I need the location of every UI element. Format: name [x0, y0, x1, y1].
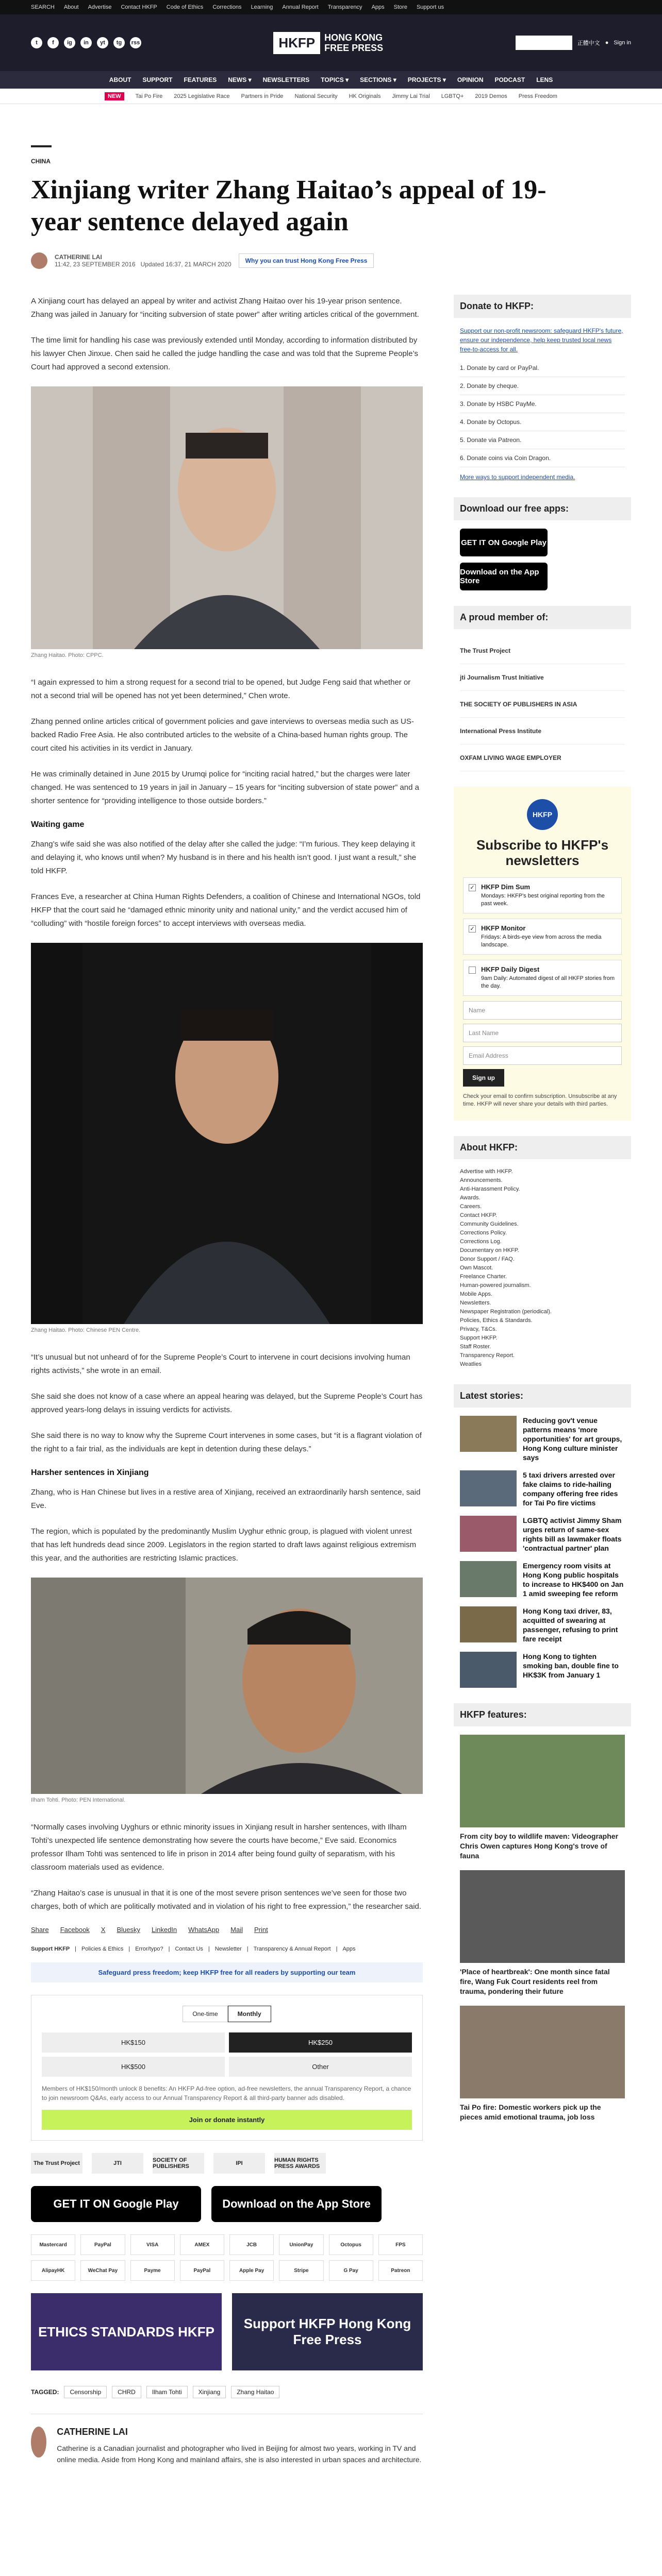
updated-date: Updated 16:37, 21 MARCH 2020 [140, 261, 231, 268]
badge-logo[interactable]: SOCIETY OF PUBLISHERS [153, 2153, 204, 2174]
latest-story[interactable] [460, 1516, 625, 1553]
donate-more-link[interactable]: More ways to support independent media. [460, 473, 575, 481]
payment-icon: VISA [130, 2234, 175, 2255]
amount-options [42, 2032, 412, 2077]
feature-title[interactable]: 'Place of heartbreak': One month since fatal fire, Wang Fuk Court residents reel from trauma, pondering their future [460, 1968, 610, 1995]
photo-caption: Zhang Haitao. Photo: CPPC. [31, 652, 104, 658]
topbar-link[interactable]: Contact HKFP [121, 4, 157, 10]
donate-option[interactable]: 6. Donate coins via Coin Dragon. [460, 449, 625, 467]
badge-logo[interactable]: The Trust Project [31, 2153, 82, 2174]
share-bluesky[interactable]: Bluesky [117, 1926, 140, 1934]
app-store-button[interactable]: Download on the App Store [211, 2186, 382, 2222]
social-icon[interactable]: rss [130, 37, 141, 48]
tag-item[interactable]: Censorship [64, 2386, 107, 2398]
payment-icon: AlipayHK [31, 2260, 75, 2281]
story-thumbnail[interactable] [460, 1516, 517, 1552]
payment-icon: AMEX [180, 2234, 224, 2255]
about-widget [454, 1136, 631, 1369]
badge-logo[interactable]: IPI [213, 2153, 265, 2174]
paragraph: Zhang, who is Han Chinese but lives in a restive area of Xinjiang, received an extraordinarily harsh sentence, said Eve. [31, 1488, 421, 1510]
social-icon[interactable]: t [31, 37, 42, 48]
topbar-link[interactable]: Advertise [88, 4, 112, 10]
pledge-description: Members of HK$150/month unlock 8 benefits: An HKFP Ad-free option, ad-free newsletters, the annual Transparency Report, a chance to join newsroom Q&As, early access to our Annual Transparency Report & all third-party banner ads disabled. [42, 2085, 411, 2102]
frequency-toggle [42, 2006, 412, 2022]
sidebar-title: A proud member of: [454, 606, 631, 629]
payment-icon: PayPal [80, 2234, 125, 2255]
about-list [454, 1167, 631, 1369]
tag-item[interactable]: Xinjiang [193, 2386, 226, 2398]
portrait-illustration [31, 1578, 423, 1794]
promo-banners [31, 2293, 423, 2370]
badge-logo[interactable]: HUMAN RIGHTS PRESS AWARDS [274, 2153, 326, 2174]
member-widget [454, 606, 631, 771]
donate-option[interactable]: 4. Donate by Octopus. [460, 413, 625, 431]
paragraph: A Xinjiang court has delayed an appeal by writer and activist Zhang Haitao over his 19-year prison sentence. Zhang was jailed in January for “inciting subversion of state power” after writing articles critical of the government. [31, 297, 419, 319]
affiliation-badges [31, 2153, 423, 2174]
latest-widget [454, 1384, 631, 1688]
portrait-illustration [31, 386, 423, 649]
member-logo[interactable]: jti Journalism Trust Initiative [460, 664, 625, 691]
latest-story[interactable] [460, 1652, 625, 1688]
about-link[interactable]: Newspaper Registration (periodical). [460, 1309, 552, 1315]
topbar-link[interactable]: SEARCH [31, 4, 55, 10]
promo-support[interactable]: Support HKFP Hong Kong Free Press [232, 2293, 423, 2370]
trending-item[interactable]: Jimmy Lai Trial [392, 93, 430, 99]
section-heading: Waiting game [31, 820, 85, 829]
share-label: Share [31, 1926, 49, 1934]
amount-option[interactable]: Other [229, 2057, 412, 2077]
author-avatar[interactable] [31, 2427, 46, 2458]
about-link[interactable]: Advertise with HKFP. [460, 1168, 513, 1175]
story-title[interactable]: 5 taxi drivers arrested over fake claims to ride-hailing company offering free rides for Tai Po fire victims [523, 1471, 618, 1507]
nav-item[interactable]: PODCAST [494, 76, 525, 83]
newsletter-note: Check your email to confirm subscription. Unsubscribe at any time. HKFP will never share your details with third parties. [463, 1093, 617, 1107]
author-avatar[interactable] [31, 252, 47, 269]
newsletter-option-title: HKFP Daily Digest [481, 965, 540, 973]
article-photo-zhang-2 [31, 943, 423, 1324]
about-link[interactable]: Transparency Report. [460, 1352, 515, 1359]
topbar-link[interactable]: About [63, 4, 79, 10]
topbar-link[interactable]: Learning [251, 4, 273, 10]
about-link[interactable]: Newsletters. [460, 1300, 491, 1306]
story-title[interactable]: Emergency room visits at Hong Kong public hospitals to increase to HK$400 on Jan 1 amid sweeping fee reform [523, 1562, 624, 1598]
social-links [31, 37, 141, 48]
paragraph: The time limit for handling his case was previously extended until Monday, according to information distributed by his lawyer Chen Jinxue. Chen said he called the judge handling the case and was told that the Supreme People’s Court had approved a second extension. [31, 336, 419, 371]
donate-option[interactable]: 2. Donate by cheque. [460, 377, 625, 395]
newsletter-widget [454, 787, 631, 1121]
tag-item[interactable]: Zhang Haitao [231, 2386, 279, 2398]
frequency-one-time[interactable]: One-time [183, 2006, 227, 2022]
story-thumbnail[interactable] [460, 1416, 517, 1452]
story-thumbnail[interactable] [460, 1652, 517, 1688]
payment-icon: Apple Pay [229, 2260, 274, 2281]
newsletter-option[interactable] [463, 919, 622, 955]
member-logo[interactable]: THE SOCIETY OF PUBLISHERS IN ASIA [460, 691, 625, 718]
topbar-link[interactable]: Code of Ethics [166, 4, 204, 10]
paragraph: “It’s unusual but not unheard of for the Supreme People’s Court to intervene in court decisions involving human rights activists,” she wrote in an email. [31, 1353, 410, 1375]
newsletter-option-desc: 9am Daily: Automated digest of all HKFP stories from the day. [481, 975, 615, 989]
payment-methods [31, 2234, 423, 2281]
about-link[interactable]: Weatlies [460, 1361, 482, 1367]
paragraph: “Zhang Haitao’s case is unusual in that it is one of the most severe prison sentences we’ve seen for those two charges, both of which are politically motivated and in violation of his right to free expression,” the researcher said. [31, 1889, 422, 1911]
feature-story[interactable] [460, 1735, 625, 1861]
tag-item[interactable]: CHRD [112, 2386, 141, 2398]
donate-banner[interactable]: Safeguard press freedom; keep HKFP free for all readers by supporting our team [31, 1962, 423, 1982]
apps-widget [454, 497, 631, 590]
article-photo-ilham-tohti [31, 1578, 423, 1794]
share-bar [31, 1926, 423, 1934]
story-title[interactable]: Hong Kong to tighten smoking ban, double fine to HK$3K from January 1 [523, 1652, 619, 1679]
paragraph: “Normally cases involving Uyghurs or ethnic minority issues in Xinjiang result in harsher sentences, with Ilham Tohti’s unexpected life sentence demonstrating how severe the courts have become,” Eve said. Economics professor Ilham Tohti was sentenced to life in prison in 2014 after being found guilty of separatism, with his classroom materials used as evidence. [31, 1823, 407, 1872]
payment-icon: UnionPay [279, 2234, 323, 2255]
support-button[interactable]: SUPPORT HKFP [516, 36, 572, 50]
logo-mark: HKFP [273, 32, 320, 54]
nav-item[interactable]: SECTIONS ▾ [360, 76, 396, 83]
latest-story[interactable] [460, 1416, 625, 1462]
last-name-field[interactable]: Last Name [463, 1024, 622, 1042]
about-link[interactable]: Privacy, T&Cs. [460, 1326, 497, 1332]
about-link[interactable]: Documentary on HKFP. [460, 1247, 519, 1253]
about-link[interactable]: Staff Roster. [460, 1344, 491, 1350]
feature-title[interactable]: From city boy to wildlife maven: Videographer Chris Owen captures Hong Kong's trove of fauna [460, 1832, 619, 1860]
article-body [31, 295, 423, 2465]
site-logo[interactable] [273, 32, 383, 54]
topbar-link[interactable]: Transparency [327, 4, 362, 10]
trending-item[interactable]: Partners in Pride [241, 93, 284, 99]
social-icon[interactable]: ig [64, 37, 75, 48]
nav-item[interactable]: ABOUT [109, 76, 131, 83]
payment-icon: Patreon [378, 2260, 423, 2281]
about-link[interactable]: Own Mascot. [460, 1265, 493, 1271]
newsletter-option[interactable] [463, 877, 622, 913]
policy-link[interactable]: Transparency & Annual Report [253, 1946, 331, 1952]
feature-image[interactable] [460, 1735, 625, 1827]
newsletter-option-desc: Mondays: HKFP's best original reporting from the past week. [481, 893, 605, 907]
about-link[interactable]: Careers. [460, 1204, 482, 1210]
trending-item[interactable]: LGBTQ+ [441, 93, 464, 99]
logo-wordmark [324, 32, 383, 53]
amount-option[interactable]: HK$150 [42, 2032, 225, 2053]
payment-icon: Payme [130, 2260, 175, 2281]
app-download-buttons [31, 2186, 423, 2222]
topbar-link[interactable]: Annual Report [282, 4, 319, 10]
tags-label: TAGGED: [31, 2388, 59, 2396]
amount-option[interactable]: HK$250 [229, 2032, 412, 2053]
trending-item[interactable]: HK Originals [349, 93, 381, 99]
promo-ethics[interactable]: ETHICS STANDARDS HKFP [31, 2293, 222, 2370]
about-link[interactable]: Freelance Charter. [460, 1274, 507, 1280]
topbar-link[interactable]: Corrections [212, 4, 242, 10]
social-icon[interactable]: tg [113, 37, 125, 48]
first-name-field[interactable]: Name [463, 1001, 622, 1020]
sidebar-title: HKFP features: [454, 1703, 631, 1726]
policy-link[interactable]: Policies & Ethics [81, 1946, 124, 1952]
share-print[interactable]: Print [254, 1926, 268, 1934]
article-photo-zhang-1 [31, 386, 423, 649]
payment-icon: PayPal [180, 2260, 224, 2281]
feature-story[interactable] [460, 2006, 625, 2122]
byline-text [55, 253, 231, 268]
sidebar-title: Download our free apps: [454, 497, 631, 520]
feature-title[interactable]: Tai Po fire: Domestic workers pick up the pieces amid emotional trauma, job loss [460, 2103, 601, 2121]
tag-item[interactable]: Ilham Tohti [146, 2386, 188, 2398]
member-logo[interactable]: International Press Institute [460, 718, 625, 744]
masthead [0, 14, 662, 71]
photo-caption: Ilham Tohti. Photo: PEN International. [31, 1797, 126, 1803]
nav-item[interactable]: LENS [536, 76, 553, 83]
about-link[interactable]: Donor Support / FAQ. [460, 1256, 515, 1262]
trending-item[interactable]: National Security [294, 93, 338, 99]
topbar-link[interactable]: Store [393, 4, 407, 10]
topbar-link[interactable]: Support us [416, 4, 444, 10]
language-switch[interactable]: 正體中文 [577, 40, 600, 46]
article-headline: Xinjiang writer Zhang Haitao’s appeal of 19-year sentence delayed again [31, 175, 547, 236]
publish-date: 11:42, 23 SEPTEMBER 2016 [55, 261, 136, 268]
tag-list [31, 2386, 423, 2398]
latest-story[interactable] [460, 1606, 625, 1643]
policy-link[interactable]: Apps [342, 1946, 356, 1952]
badge-logo[interactable]: JTI [92, 2153, 143, 2174]
paragraph: She said she does not know of a case where an appeal hearing was delayed, but the Supreme People’s Court has approved years-long delays in issuing verdicts for activists. [31, 1392, 423, 1414]
payment-icon: FPS [378, 2234, 423, 2255]
about-link[interactable]: Community Guidelines. [460, 1221, 519, 1227]
google-play-button[interactable]: GET IT ON Google Play [31, 2186, 201, 2222]
newsletter-logo: HKFP [527, 799, 558, 830]
about-link[interactable]: Support HKFP. [460, 1335, 498, 1341]
policy-link[interactable]: Support HKFP [31, 1946, 70, 1952]
features-widget [454, 1703, 631, 2122]
byline [31, 252, 631, 269]
policy-link[interactable]: Contact Us [175, 1946, 203, 1952]
member-logo[interactable]: The Trust Project [460, 637, 625, 664]
payment-icon: Stripe [279, 2260, 323, 2281]
paragraph: He was criminally detained in June 2015 by Urumqi police for “inciting racial hatred,” but the charges were later changed. He was sentenced to 19 years in jail in January – 15 years for “inciting subversion of state power” and a shorter sentence for “providing intelligence to those outside borders.” [31, 770, 419, 805]
latest-story[interactable] [460, 1470, 625, 1507]
nav-item[interactable]: OPINION [457, 76, 484, 83]
share-facebook[interactable]: Facebook [60, 1926, 90, 1934]
paragraph: Zhang penned online articles critical of government policies and gave interviews to overseas media such as US-backed Radio Free Asia. He also contributed articles to the website of a China-based human rights group. The court cited his activities in its verdict in January. [31, 717, 414, 753]
amount-option[interactable]: HK$500 [42, 2057, 225, 2077]
signin-link[interactable]: Sign in [614, 40, 631, 46]
author-box-name[interactable]: CATHERINE LAI [57, 2427, 128, 2437]
checkbox[interactable]: ✓ [469, 925, 476, 933]
member-logo[interactable]: OXFAM LIVING WAGE EMPLOYER [460, 744, 625, 771]
about-link[interactable]: Contact HKFP. [460, 1212, 497, 1218]
story-thumbnail[interactable] [460, 1606, 517, 1642]
story-thumbnail[interactable] [460, 1561, 517, 1597]
policy-links: Support HKFP | Policies & Ethics | Error/typo? | Contact Us | Newsletter | Transparency & Annual Report | Apps [31, 1946, 356, 1952]
nav-item[interactable]: NEWSLETTERS [262, 76, 310, 83]
topbar-link[interactable]: Apps [371, 4, 385, 10]
author-bio: Catherine is a Canadian journalist and photographer who lived in Beijing for almost two years, working in TV and online media. Aside from Hong Kong and mainland affairs, she is also interested in urban spaces and architecture. [57, 2444, 422, 2464]
paragraph: She said there is no way to know why the Supreme Court intervenes in some cases, but “it is a flagrant violation of the right to a fair trial, as the individuals are kept in detention during these delays.” [31, 1431, 422, 1453]
payment-icon: JCB [229, 2234, 274, 2255]
sidebar [454, 295, 631, 2465]
payment-icon: G Pay [329, 2260, 373, 2281]
page-body [0, 295, 662, 2465]
trending-nav [0, 89, 662, 104]
user-icon[interactable]: ● [605, 40, 609, 46]
logo-line: FREE PRESS [324, 43, 384, 53]
paragraph: Frances Eve, a researcher at China Human Rights Defenders, a coalition of Chinese and International NGOs, told HKFP that the court said he “damaged ethnic minority unity and national unity,” and the verdict accused him of “colluding” with “hostile foreign forces” to accept interviews with overseas media. [31, 892, 421, 928]
about-link[interactable]: Policies, Ethics & Standards. [460, 1317, 533, 1324]
newsletter-option-title: HKFP Dim Sum [481, 883, 531, 891]
donate-intro-link[interactable]: Support our non-profit newsroom: safeguard HKFP's future, ensure our independence, help keep trusted local news free-to-access for all. [460, 327, 623, 353]
newsletter-option[interactable] [463, 960, 622, 996]
share-linkedin[interactable]: LinkedIn [152, 1926, 177, 1934]
social-icon[interactable]: in [80, 37, 92, 48]
donate-option[interactable]: 1. Donate by card or PayPal. [460, 359, 625, 377]
newsletter-option-desc: Fridays: A birds-eye view from across the media landscape. [481, 934, 602, 948]
new-badge: NEW [105, 92, 124, 100]
section-heading: Harsher sentences in Xinjiang [31, 1468, 149, 1477]
about-link[interactable]: Anti-Harassment Policy. [460, 1186, 520, 1192]
checkbox[interactable] [469, 967, 476, 974]
share-x[interactable]: X [101, 1926, 106, 1934]
about-link[interactable]: Corrections Policy. [460, 1230, 507, 1236]
portrait-illustration [82, 943, 371, 1324]
pledge-widget [31, 1995, 423, 2141]
top-utility-bar [0, 0, 662, 14]
about-link[interactable]: Human-powered journalism. [460, 1282, 531, 1289]
story-title[interactable]: LGBTQ activist Jimmy Sham urges return of same-sex rights bill as lawmaker floats 'contractual partner' plan [523, 1516, 622, 1552]
sidebar-title: Donate to HKFP: [454, 295, 631, 318]
google-play-button[interactable]: GET IT ON Google Play [460, 529, 548, 556]
email-field[interactable]: Email Address [463, 1046, 622, 1065]
nav-item[interactable]: SUPPORT [142, 76, 173, 83]
main-nav [0, 71, 662, 89]
newsletter-title: Subscribe to HKFP's newsletters [476, 837, 609, 868]
payment-icon: WeChat Pay [80, 2260, 125, 2281]
trending-item[interactable]: 2025 Legislative Race [174, 93, 230, 99]
checkbox[interactable]: ✓ [469, 884, 476, 891]
policy-link[interactable]: Newsletter [214, 1946, 242, 1952]
social-icon[interactable]: f [47, 37, 59, 48]
trending-item[interactable]: Press Freedom [518, 93, 557, 99]
policy-link[interactable]: Error/typo? [135, 1946, 163, 1952]
about-link[interactable]: Announcements. [460, 1177, 503, 1183]
nav-item[interactable]: TOPICS ▾ [321, 76, 349, 83]
photo-caption: Zhang Haitao. Photo: Chinese PEN Centre. [31, 1327, 141, 1333]
masthead-actions [516, 36, 631, 50]
trust-link[interactable]: Why you can trust Hong Kong Free Press [239, 253, 374, 268]
latest-story[interactable] [460, 1561, 625, 1598]
feature-image[interactable] [460, 1870, 625, 1963]
feature-story[interactable] [460, 1870, 625, 1996]
sidebar-title: About HKFP: [454, 1136, 631, 1159]
share-whatsapp[interactable]: WhatsApp [188, 1926, 220, 1934]
author-name[interactable]: CATHERINE LAI [55, 253, 102, 261]
paragraph: The region, which is populated by the predominantly Muslim Uyghur ethnic group, is plagued with violent unrest that has left hundreds dead since 2009. Legislators in the region started to draft laws against religious extremism this year, and the authorities are restricting Islamic practices. [31, 1527, 417, 1563]
about-link[interactable]: Awards. [460, 1195, 481, 1201]
donate-widget [454, 295, 631, 482]
story-title[interactable]: Reducing gov't venue patterns means 'more opportunities' for art groups, Hong Kong culture minister says [523, 1416, 622, 1462]
paragraph: “I again expressed to him a strong request for a second trial to be opened, but Judge Feng said that whether or not a second trial will be opened has not yet been determined,” Chen wrote. [31, 678, 411, 700]
trending-item[interactable]: 2019 Demos [475, 93, 507, 99]
app-store-button[interactable]: Download on the App Store [460, 563, 548, 590]
join-button[interactable]: Join or donate instantly [42, 2110, 412, 2130]
feature-image[interactable] [460, 2006, 625, 2098]
sidebar-title: Latest stories: [454, 1384, 631, 1408]
signup-button[interactable]: Sign up [463, 1069, 504, 1087]
header-rule [31, 145, 52, 147]
nav-item[interactable]: FEATURES [184, 76, 217, 83]
social-icon[interactable]: yt [97, 37, 108, 48]
logo-line: HONG KONG [324, 32, 383, 43]
story-thumbnail[interactable] [460, 1470, 517, 1506]
about-link[interactable]: Corrections Log. [460, 1239, 502, 1245]
payment-icon: Octopus [329, 2234, 373, 2255]
share-mail[interactable]: Mail [230, 1926, 243, 1934]
nav-item[interactable]: PROJECTS ▾ [407, 76, 446, 83]
story-title[interactable]: Hong Kong taxi driver, 83, acquitted of swearing at passenger, refusing to print fare receipt [523, 1607, 618, 1643]
donate-option[interactable]: 3. Donate by HSBC PayMe. [460, 395, 625, 413]
newsletter-option-title: HKFP Monitor [481, 924, 526, 932]
trending-item[interactable]: Tai Po Fire [135, 93, 163, 99]
donate-option[interactable]: 5. Donate via Patreon. [460, 431, 625, 449]
paragraph: Zhang’s wife said she was also notified of the delay after she called the judge: “I’m furious. They keep delaying it and delaying it, who knows until when? My husband is in there and his health isn’t good. I just want a result,” she told HKFP. [31, 840, 417, 875]
author-box [31, 2414, 423, 2465]
nav-item[interactable]: NEWS ▾ [228, 76, 252, 83]
article-category[interactable]: CHINA [31, 158, 51, 165]
about-link[interactable]: Mobile Apps. [460, 1291, 492, 1297]
payment-icon: Mastercard [31, 2234, 75, 2255]
frequency-monthly[interactable]: Monthly [228, 2006, 271, 2022]
